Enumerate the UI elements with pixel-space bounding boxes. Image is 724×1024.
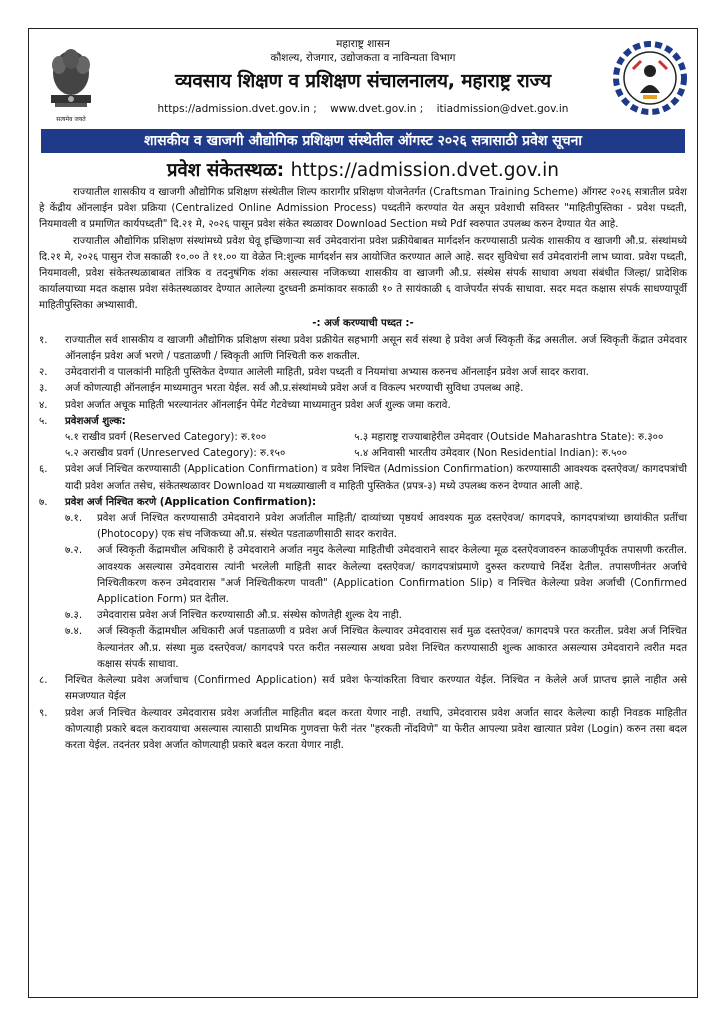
confirmation-item	[39, 495, 687, 511]
emblem-caption: सत्यमेव जयते	[56, 116, 86, 123]
item-number: ६.	[39, 464, 48, 476]
notice-title-bar: शासकीय व खाजगी औद्योगिक प्रशिक्षण संस्थेतील ऑगस्ट २०२६ सत्रासाठी प्रवेश सूचना	[41, 129, 685, 153]
sub-item-text: अर्ज स्विकृती केंद्रामधील अधिकारी अर्ज पडताळणी व प्रवेश अर्ज निश्चित केल्यावर उमेदवारास सर्व मुळ दस्तऐवज/ कागदपत्रे परत करतील. प्रवेश अर्ज निश्चित केल्यानंतर औ.प्र. संस्था मुळ दस्तऐवज/ कागदपत्रे परत करीत नसल्यास अथवा प्रवेश निश्चित करण्यासाठी शुल्क आकारत असल्यास उमेदवाराने त्वरीत मदत कक्षास संपर्क साधावा.	[97, 626, 687, 670]
fees-item	[39, 414, 687, 430]
dvet-logo-icon	[613, 41, 687, 115]
item-text: निश्चित केलेल्या प्रवेश अर्जाचाच (Confirmed Application) सर्व प्रवेश फेऱ्यांकरिता विचार करण्यात येईल. निश्चित न केलेले अर्ज प्राप्तच झाले नाहीत असे समजण्यात येईल	[65, 675, 687, 703]
sub-item	[39, 624, 687, 673]
confirmation-heading-en: (Application Confirmation):	[156, 496, 317, 508]
ashoka-emblem-icon	[43, 43, 99, 117]
fee-outside-state: ५.३ महाराष्ट्र राज्याबाहेरील उमेदवार (Outside Maharashtra State): रु.३००	[354, 432, 664, 444]
notice-body	[39, 185, 687, 754]
list-item	[39, 365, 687, 381]
item-number: ३.	[39, 383, 48, 395]
intro-paragraph: राज्यातील औद्योगिक प्रशिक्षण संस्थांमध्ये प्रवेश घेवू इच्छिणाऱ्या सर्व उमेदवारांना प्रवेश प्रक्रीयेबाबत मार्गदर्शन करण्यासाठी प्रत्येक शासकीय व खाजगी औ.प्र. संस्थांमध्ये दि.२१ मे, २०२६ पासुन रोज सकाळी १०.०० ते ११.०० या वेळेत नि:शुल्क मार्गदर्शन सत्र आयोजित करण्यात आले आहे. सदर सुविधेचा सर्व उमेदवारांनी लाभ घ्यावा. प्रवेश पध्दती, नियमावली, प्रवेश संकेतस्थळाबाबत तांत्रिक व तदनुषंगिक शंका असल्यास नजिकच्या शासकीय वा खाजगी औ.प्र. संस्थेस संपर्क साधावा अथवा संबंधीत जिल्हा/ प्रादेशिक कार्यालयाच्या मदत कक्षास प्रवेश संकेतस्थळावर देण्यात आलेल्या दुरध्वनी क्रमांकावर सकाळी १० ते सायंकाळी ६ वाजेपर्यंत संपर्क साधावा. सदर मदत कक्षास संपर्क साधण्यापूर्वी माहितीपुस्तिका अभ्यासावी.	[39, 235, 687, 312]
directorate-title: व्यवसाय शिक्षण व प्रशिक्षण संचालनालय, महाराष्ट्र राज्य	[175, 70, 551, 92]
sub-item	[39, 543, 687, 608]
fee-row	[65, 446, 687, 462]
list-item	[39, 381, 687, 397]
item-number: ७.	[39, 496, 48, 508]
item-text: प्रवेश अर्जात अचूक माहिती भरल्यानंतर ऑनलाईन पेमेंट गेटवेच्या माध्यमातुन प्रवेश अर्ज शुल्क जमा करावे.	[65, 399, 451, 411]
portal-line	[29, 157, 697, 182]
sub-item-number: ७.१.	[65, 513, 83, 525]
sub-item-text: प्रवेश अर्ज निश्चित करण्यासाठी उमेदवाराने प्रवेश अर्जातील माहिती/ दाव्यांच्या पृष्ठयर्थ आवश्यक मुळ दस्तऐवज/ कागदपत्रे, कागदपत्रांच्या छायांकीत प्रतींचा (Photocopy) एक संच नजिकच्या औ.प्र. संस्थेत पडताळणीसाठी सादर करावेत.	[97, 513, 687, 541]
fee-reserved: ५.१ राखीव प्रवर्ग (Reserved Category): रु.१००	[65, 432, 267, 444]
fee-row	[65, 430, 687, 446]
list-item	[39, 398, 687, 414]
item-text: अर्ज कोणत्याही ऑनलाईन माध्यमातुन भरता येईल. सर्व औ.प्र.संस्थांमध्ये प्रवेश अर्ज व विकल्प भरण्याची सुविधा उपलब्ध आहे.	[65, 383, 524, 395]
fee-nri: ५.४ अनिवासी भारतीय उमेदवार (Non Residential Indian): रु.५००	[354, 448, 628, 460]
sub-item	[39, 511, 687, 543]
item-text: राज्यातील सर्व शासकीय व खाजगी औद्योगिक प्रशिक्षण संस्था प्रवेश प्रक्रीयेत सहभागी असून सर्व संस्था हे प्रवेश अर्ज स्विकृती केंद्र असतील. अर्ज स्विकृती केंद्रात उमेदवार ऑनलाईन प्रवेश अर्ज भरणे / पडताळणी / स्विकृती आणि निश्चिती करु शकतील.	[65, 334, 687, 363]
item-number: ४.	[39, 399, 48, 411]
fees-heading: प्रवेशअर्ज शुल्क:	[65, 415, 126, 427]
section-heading: -: अर्ज करण्याची पध्दत :-	[312, 317, 414, 329]
item-number: ८.	[39, 675, 48, 687]
list-item	[39, 462, 687, 494]
sub-item-number: ७.४.	[65, 626, 83, 638]
email-link[interactable]: itiadmission@dvet.gov.in	[436, 103, 569, 115]
item-text: प्रवेश अर्ज निश्चित करण्यासाठी (Application Confirmation) व प्रवेश निश्चित (Admission Confirmation) करण्यासाठी आवश्यक दस्तऐवज/ कागदपत्रांची यादी प्रवेश अर्जात तसेच, संकेतस्थळावर Download या मथळ्याखाली व माहिती पुस्तिकेत (प्रपत्र-३) मध्ये उपलब्ध करुन देण्यात आली आहे.	[65, 464, 687, 492]
portal-url-link[interactable]: https://admission.dvet.gov.in	[290, 160, 560, 181]
item-number: २.	[39, 367, 48, 379]
header	[29, 29, 697, 127]
portal-label: प्रवेश संकेतस्थळ:	[166, 160, 285, 181]
confirmation-heading: प्रवेश अर्ज निश्चित करणे	[65, 496, 157, 508]
sub-item-text: उमेदवारास प्रवेश अर्ज निश्चित करण्यासाठी औ.प्र. संस्थेस कोणतेही शुल्क देय नाही.	[97, 610, 402, 622]
intro-paragraph: राज्यातील शासकीय व खाजगी औद्योगिक प्रशिक्षण संस्थेतील शिल्प कारागीर प्रशिक्षण योजनेतर्गत (Craftsman Training Scheme) ऑगस्ट २०२६ सत्रातील प्रवेश हे केंद्रीय ऑनलाईन प्रवेश प्रक्रिया (Centralized Online Admission Process) पध्दतीने करण्यांत येत असून प्रवेशाची सविस्तर "माहितीपुस्तिका - प्रवेश पध्दती, नियमावली व प्रमाणित कार्यपध्दती" दि.२१ मे, २०२६ पासून प्रवेश संकेत स्थळावर Download Section मध्ये Pdf स्वरुपात उपलब्ध करुन देण्यात येत आहे.	[39, 187, 687, 231]
list-item	[39, 673, 687, 705]
list-item	[39, 333, 687, 365]
item-text: उमेदवारांनी व पालकांनी माहिती पुस्तिकेत देण्यात आलेली माहिती, प्रवेश पध्दती व नियमांचा अभ्यास करुनच ऑनलाईन प्रवेश अर्ज सादर करावा.	[65, 367, 589, 379]
item-number: ९.	[39, 707, 48, 719]
fee-unreserved: ५.२ अराखीव प्रवर्ग (Unreserved Category): रु.१५०	[65, 448, 286, 460]
item-number: १.	[39, 334, 48, 346]
item-text: प्रवेश अर्ज निश्चित केल्यावर उमेदवारास प्रवेश अर्जातील माहितीत बदल करता येणार नाही. तथापि, उमेदवारास प्रवेश अर्जात सादर केलेल्या काही निवडक माहितीत कोणत्याही प्रकारे बदल करावयाचा असल्यास त्यासाठी प्राथमिक गुणवत्ता फेरी नंतर "हरकती नोंदविणे" या फेरीत आपल्या प्रवेश खात्यात प्रवेश (Login) करुन तसा बदल करता येईल. तदनंतर प्रवेश अर्जात कोणत्याही प्रकारे बदल करता येणार नाही.	[65, 707, 687, 751]
admission-link[interactable]: https://admission.dvet.gov.in ;	[157, 103, 317, 115]
list-item	[39, 706, 687, 755]
item-number: ५.	[39, 415, 48, 427]
sub-item-number: ७.२.	[65, 545, 83, 557]
govt-name: महाराष्ट्र शासन	[336, 38, 390, 50]
notice-page	[28, 28, 698, 998]
department-name: कौशल्य, रोजगार, उद्योजकता व नाविन्यता विभाग	[270, 52, 456, 64]
sub-item-number: ७.३.	[65, 610, 83, 622]
website-link[interactable]: www.dvet.gov.in ;	[330, 103, 424, 115]
sub-item	[39, 608, 687, 624]
sub-item-text: अर्ज स्विकृती केंद्रामधील अधिकारी हे उमेदवाराने अर्जात नमुद केलेल्या माहितीची उमेदवाराने सादर केलेल्या मूळ दस्तऐवजावरुन काळजीपूर्वक तपासणी करतील. आवश्यक असल्यास उमेदवारास त्यांनी भरलेली माहिती सादर केलेल्या दस्तऐवज/ कागदपत्रांप्रमाणे दुरुस्त करण्याचे निर्देश देतील. तपासणीनंतर अर्जाचे निश्चितीकरण करुन उमेदवारास "अर्ज निश्चितीकरण पावती" (Application Confirmation Slip) व निश्चित केलेल्या प्रवेश अर्जाची (Confirmed Application Form) प्रत देतील.	[97, 545, 687, 606]
fees-table	[39, 430, 687, 462]
contact-line	[109, 103, 617, 115]
